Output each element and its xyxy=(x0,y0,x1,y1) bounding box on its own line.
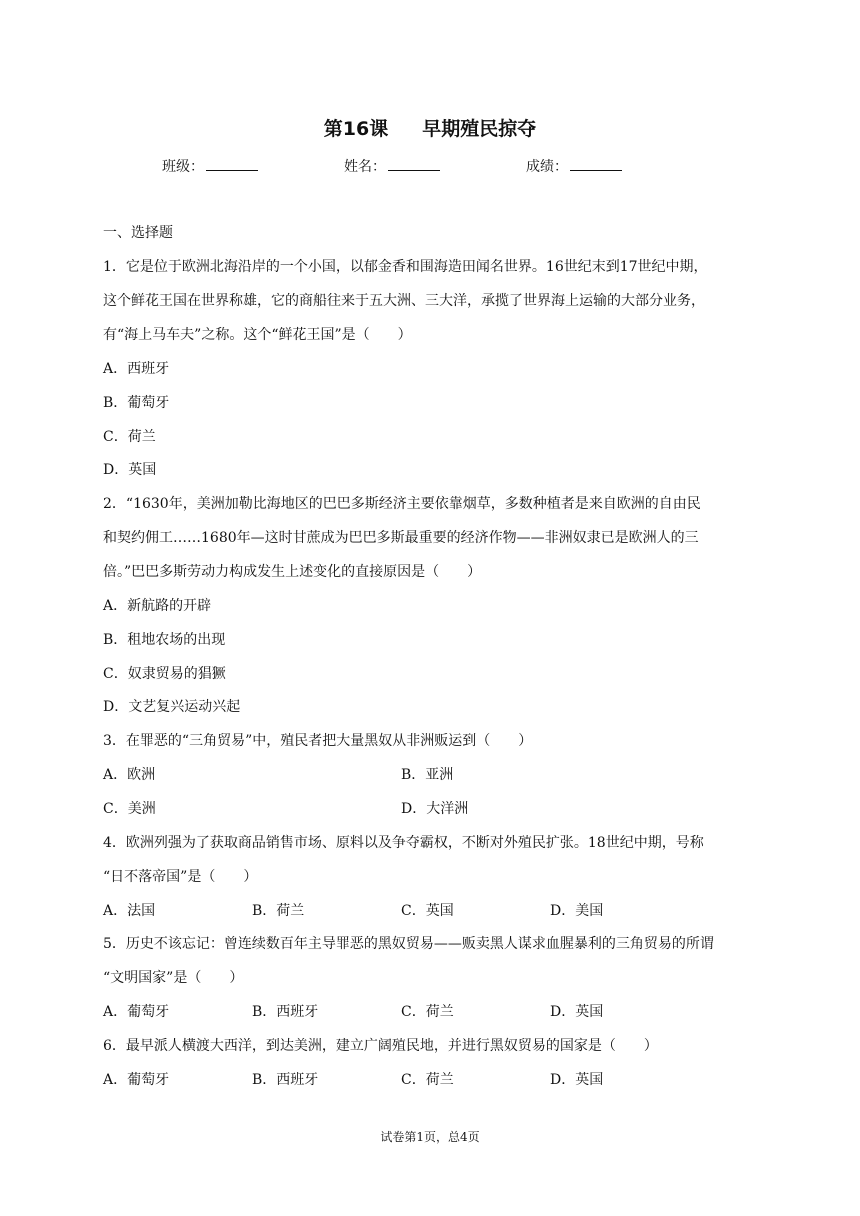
question-6-option-d[interactable]: D．英国 xyxy=(550,1072,604,1088)
class-label: 班级： xyxy=(162,159,204,175)
question-3-option-a[interactable]: A．欧洲 xyxy=(103,767,156,783)
question-2-option-b[interactable]: B．租地农场的出现 xyxy=(103,632,226,648)
question-6-option-b[interactable]: B．西班牙 xyxy=(252,1072,319,1088)
question-2-option-a[interactable]: A．新航路的开辟 xyxy=(103,598,212,614)
question-2-option-d[interactable]: D．文艺复兴运动兴起 xyxy=(103,699,241,715)
score-label: 成绩： xyxy=(526,159,568,175)
question-1-option-c[interactable]: C．荷兰 xyxy=(103,429,156,445)
question-5-line-2: “文明国家”是（ ） xyxy=(103,970,244,986)
question-3-option-c[interactable]: C．美洲 xyxy=(103,801,156,817)
question-3-option-d[interactable]: D．大洋洲 xyxy=(401,801,469,817)
question-1-line-2: 这个鲜花王国在世界称雄，它的商船往来于五大洲、三大洋，承揽了世界海上运输的大部分业务， xyxy=(103,293,705,309)
question-1-option-a[interactable]: A．西班牙 xyxy=(103,361,170,377)
question-4-line-2: “日不落帝国”是（ ） xyxy=(103,869,258,885)
question-3-line-1: 3．在罪恶的“三角贸易”中，殖民者把大量黑奴从非洲贩运到（ ） xyxy=(103,733,533,749)
lesson-topic: 早期殖民掠夺 xyxy=(422,118,537,140)
question-4-option-d[interactable]: D．美国 xyxy=(550,903,604,919)
question-1-option-d[interactable]: D．英国 xyxy=(103,462,157,478)
page-title xyxy=(0,114,860,141)
score-blank[interactable] xyxy=(570,157,622,171)
name-field xyxy=(344,156,440,176)
question-2-option-c[interactable]: C．奴隶贸易的猖獗 xyxy=(103,666,226,682)
question-1-option-b[interactable]: B．葡萄牙 xyxy=(103,395,170,411)
score-field xyxy=(526,156,622,176)
question-3-option-b[interactable]: B．亚洲 xyxy=(401,767,454,783)
question-1-line-3: 有“海上马车夫”之称。这个“鲜花王国”是（ ） xyxy=(103,327,412,343)
question-1-line-1: 1．它是位于欧洲北海沿岸的一个小国，以郁金香和围海造田闻名世界。16世纪末到17世纪中期， xyxy=(103,259,708,275)
section-heading: 一、选择题 xyxy=(103,225,173,241)
name-blank[interactable] xyxy=(388,157,440,171)
question-4-option-c[interactable]: C．英国 xyxy=(401,903,454,919)
question-4-option-a[interactable]: A．法国 xyxy=(103,903,156,919)
class-blank[interactable] xyxy=(206,157,258,171)
question-2-line-3: 倍。”巴巴多斯劳动力构成发生上述变化的直接原因是（ ） xyxy=(103,564,482,580)
name-label: 姓名： xyxy=(344,159,386,175)
question-4-option-b[interactable]: B．荷兰 xyxy=(252,903,305,919)
question-5-option-c[interactable]: C．荷兰 xyxy=(401,1004,454,1020)
page-footer: 试卷第1页，总4页 xyxy=(380,1130,480,1144)
question-2-line-1: 2．“1630年，美洲加勒比海地区的巴巴多斯经济主要依靠烟草，多数种植者是来自欧洲的自由民 xyxy=(103,496,701,512)
question-5-option-a[interactable]: A．葡萄牙 xyxy=(103,1004,170,1020)
question-6-line-1: 6．最早派人横渡大西洋，到达美洲，建立广阔殖民地，并进行黑奴贸易的国家是（ ） xyxy=(103,1038,658,1054)
question-6-option-c[interactable]: C．荷兰 xyxy=(401,1072,454,1088)
question-5-option-d[interactable]: D．英国 xyxy=(550,1004,604,1020)
question-5-line-1: 5．历史不该忘记：曾连续数百年主导罪恶的黑奴贸易——贩卖黑人谋求血腥暴利的三角贸易的所谓 xyxy=(103,936,714,952)
class-field xyxy=(162,156,258,176)
question-4-line-1: 4．欧洲列强为了获取商品销售市场、原料以及争夺霸权，不断对外殖民扩张。18世纪中期，号称 xyxy=(103,835,704,851)
question-6-option-a[interactable]: A．葡萄牙 xyxy=(103,1072,170,1088)
lesson-number: 第16课 xyxy=(323,118,389,140)
question-2-line-2: 和契约佣工……1680年—这时甘蔗成为巴巴多斯最重要的经济作物——非洲奴隶已是欧洲人的三 xyxy=(103,530,699,546)
question-5-option-b[interactable]: B．西班牙 xyxy=(252,1004,319,1020)
